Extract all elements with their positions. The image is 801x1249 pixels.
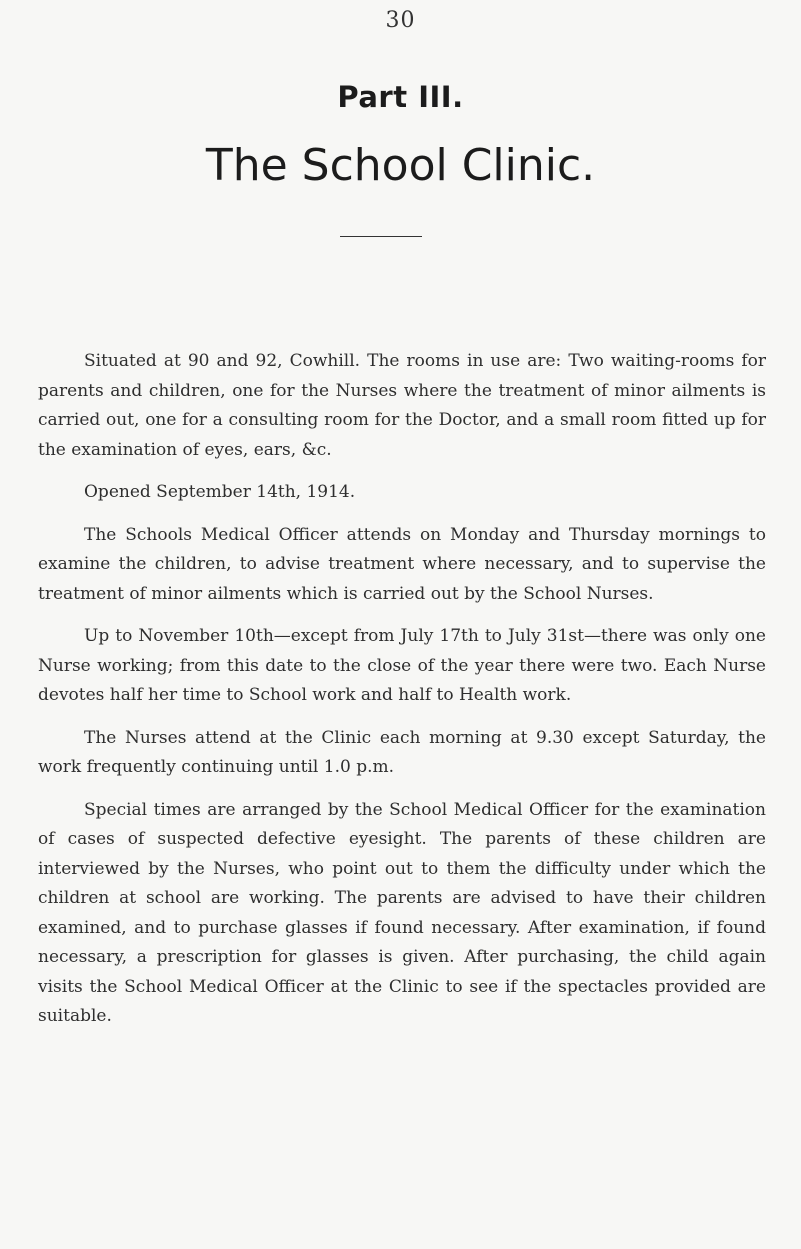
title-divider [340,236,422,237]
paragraph-opened: Opened September 14th, 1914. [84,482,356,502]
paragraph-clinic-hours: The Nurses attend at the Clinic each morning at 9.30 except Saturday, the work frequently continuing until 1.0 p.m. [38,727,766,777]
page-number: 30 [385,8,416,33]
page-title: The School Clinic. [205,140,596,191]
paragraph-medical-officer: The Schools Medical Officer attends on Monday and Thursday mornings to examine the children, to advise treatment where necessary, and to supervise the treatment of minor ailments which is carried out by the School Nurses. [38,524,766,604]
part-heading: Part III. [337,80,464,114]
paragraph-nurses-staffing: Up to November 10th—except from July 17th to July 31st—there was only one Nurse working; from this date to the close of the year there were two. Each Nurse devotes half her time to School work and half to Health work. [38,626,766,705]
body-text [38,347,766,1045]
paragraph-eyesight: Special times are arranged by the School Medical Officer for the examination of cases of suspected defective eyesight. The parents of these children are interviewed by the Nurses, who point out to them the difficulty under which the children at school are working. The parents are advised to have their children examined, and to purchase glasses if found necessary. After examination, if found necessary, a prescription for glasses is given. After purchasing, the child again visits the School Medical Officer at the Clinic to see if the spectacles provided are suitable. [38,799,766,1026]
paragraph-location: Situated at 90 and 92, Cowhill. The rooms in use are: Two waiting-rooms for parents and children, one for the Nurses where the treatment of minor ailments is carried out, one for a consulting room for the Doctor, and a small room fitted up for the examination of eyes, ears, &c. [38,351,766,460]
